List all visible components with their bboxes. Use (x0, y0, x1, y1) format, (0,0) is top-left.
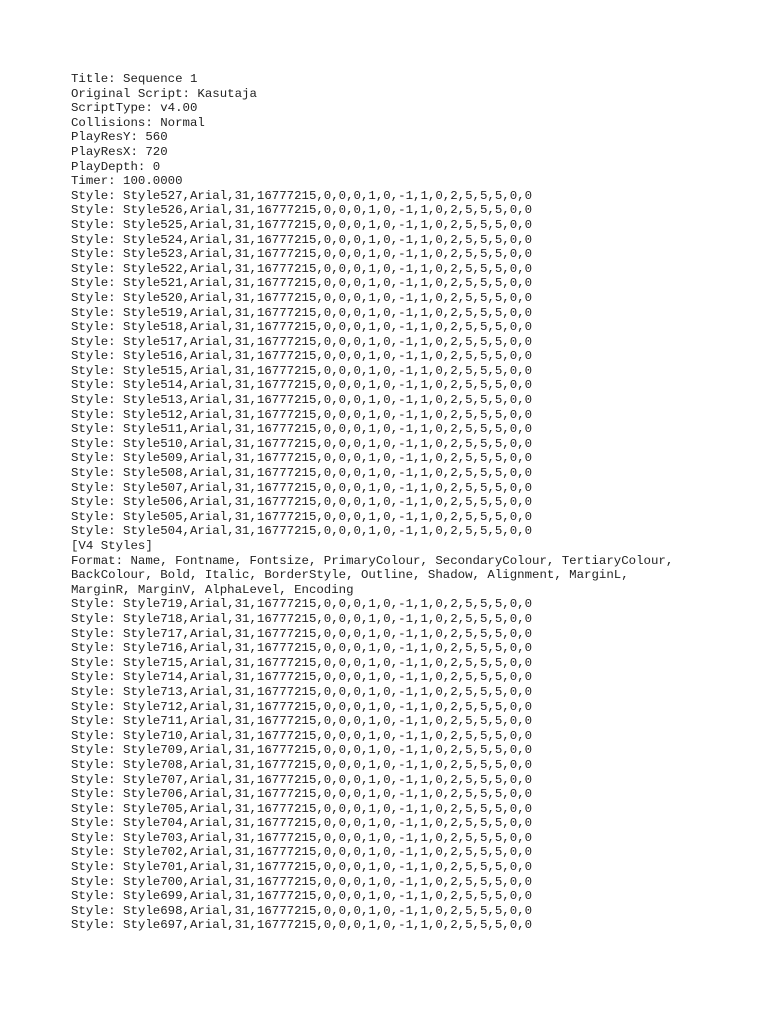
style-line: Style: Style525,Arial,31,16777215,0,0,0,1,0,-1,1,0,2,5,5,5,0,0 (71, 217, 533, 232)
style-line: Style: Style508,Arial,31,16777215,0,0,0,1,0,-1,1,0,2,5,5,5,0,0 (71, 466, 533, 481)
header-line: PlayResX: 720 (71, 144, 168, 159)
style-line: Style: Style718,Arial,31,16777215,0,0,0,1,0,-1,1,0,2,5,5,5,0,0 (71, 611, 533, 626)
header-line: Original Script: Kasutaja (71, 86, 257, 101)
style-line: Style: Style709,Arial,31,16777215,0,0,0,1,0,-1,1,0,2,5,5,5,0,0 (71, 743, 533, 758)
style-line: Style: Style526,Arial,31,16777215,0,0,0,1,0,-1,1,0,2,5,5,5,0,0 (71, 203, 533, 218)
header-line: Collisions: Normal (71, 115, 205, 130)
style-line: Style: Style706,Arial,31,16777215,0,0,0,1,0,-1,1,0,2,5,5,5,0,0 (71, 787, 533, 802)
style-line: Style: Style704,Arial,31,16777215,0,0,0,1,0,-1,1,0,2,5,5,5,0,0 (71, 816, 533, 831)
style-list-b (71, 597, 751, 933)
style-line: Style: Style518,Arial,31,16777215,0,0,0,1,0,-1,1,0,2,5,5,5,0,0 (71, 320, 533, 335)
style-line: Style: Style514,Arial,31,16777215,0,0,0,1,0,-1,1,0,2,5,5,5,0,0 (71, 378, 533, 393)
style-line: Style: Style698,Arial,31,16777215,0,0,0,1,0,-1,1,0,2,5,5,5,0,0 (71, 903, 533, 918)
style-line: Style: Style713,Arial,31,16777215,0,0,0,1,0,-1,1,0,2,5,5,5,0,0 (71, 684, 533, 699)
style-line: Style: Style519,Arial,31,16777215,0,0,0,1,0,-1,1,0,2,5,5,5,0,0 (71, 305, 533, 320)
style-line: Style: Style699,Arial,31,16777215,0,0,0,1,0,-1,1,0,2,5,5,5,0,0 (71, 889, 533, 904)
style-line: Style: Style710,Arial,31,16777215,0,0,0,1,0,-1,1,0,2,5,5,5,0,0 (71, 728, 533, 743)
script-info-header (71, 72, 751, 189)
style-line: Style: Style504,Arial,31,16777215,0,0,0,1,0,-1,1,0,2,5,5,5,0,0 (71, 524, 533, 539)
format-definition (71, 554, 751, 598)
style-line: Style: Style700,Arial,31,16777215,0,0,0,1,0,-1,1,0,2,5,5,5,0,0 (71, 874, 533, 889)
style-line: Style: Style717,Arial,31,16777215,0,0,0,1,0,-1,1,0,2,5,5,5,0,0 (71, 626, 533, 641)
style-line: Style: Style520,Arial,31,16777215,0,0,0,1,0,-1,1,0,2,5,5,5,0,0 (71, 290, 533, 305)
header-line: Timer: 100.0000 (71, 174, 183, 189)
style-line: Style: Style506,Arial,31,16777215,0,0,0,1,0,-1,1,0,2,5,5,5,0,0 (71, 495, 533, 510)
style-line: Style: Style708,Arial,31,16777215,0,0,0,1,0,-1,1,0,2,5,5,5,0,0 (71, 757, 533, 772)
style-line: Style: Style711,Arial,31,16777215,0,0,0,1,0,-1,1,0,2,5,5,5,0,0 (71, 714, 533, 729)
format-line: MarginR, MarginV, AlphaLevel, Encoding (71, 582, 354, 597)
style-line: Style: Style510,Arial,31,16777215,0,0,0,1,0,-1,1,0,2,5,5,5,0,0 (71, 436, 533, 451)
style-line: Style: Style505,Arial,31,16777215,0,0,0,1,0,-1,1,0,2,5,5,5,0,0 (71, 509, 533, 524)
header-line: ScriptType: v4.00 (71, 101, 198, 116)
style-line: Style: Style517,Arial,31,16777215,0,0,0,1,0,-1,1,0,2,5,5,5,0,0 (71, 334, 533, 349)
style-line: Style: Style712,Arial,31,16777215,0,0,0,1,0,-1,1,0,2,5,5,5,0,0 (71, 699, 533, 714)
document-page (71, 72, 751, 933)
style-list-a (71, 189, 751, 539)
format-line: Format: Name, Fontname, Fontsize, PrimaryColour, SecondaryColour, TertiaryColour, (71, 553, 674, 568)
format-line: BackColour, Bold, Italic, BorderStyle, Outline, Shadow, Alignment, MarginL, (71, 568, 629, 583)
style-line: Style: Style701,Arial,31,16777215,0,0,0,1,0,-1,1,0,2,5,5,5,0,0 (71, 860, 533, 875)
style-line: Style: Style703,Arial,31,16777215,0,0,0,1,0,-1,1,0,2,5,5,5,0,0 (71, 830, 533, 845)
style-line: Style: Style512,Arial,31,16777215,0,0,0,1,0,-1,1,0,2,5,5,5,0,0 (71, 407, 533, 422)
style-line: Style: Style707,Arial,31,16777215,0,0,0,1,0,-1,1,0,2,5,5,5,0,0 (71, 772, 533, 787)
style-line: Style: Style521,Arial,31,16777215,0,0,0,1,0,-1,1,0,2,5,5,5,0,0 (71, 276, 533, 291)
style-line: Style: Style715,Arial,31,16777215,0,0,0,1,0,-1,1,0,2,5,5,5,0,0 (71, 655, 533, 670)
style-line: Style: Style714,Arial,31,16777215,0,0,0,1,0,-1,1,0,2,5,5,5,0,0 (71, 670, 533, 685)
header-line: Title: Sequence 1 (71, 72, 198, 86)
style-line: Style: Style716,Arial,31,16777215,0,0,0,1,0,-1,1,0,2,5,5,5,0,0 (71, 641, 533, 656)
style-line: Style: Style513,Arial,31,16777215,0,0,0,1,0,-1,1,0,2,5,5,5,0,0 (71, 393, 533, 408)
style-line: Style: Style527,Arial,31,16777215,0,0,0,1,0,-1,1,0,2,5,5,5,0,0 (71, 188, 533, 203)
style-line: Style: Style522,Arial,31,16777215,0,0,0,1,0,-1,1,0,2,5,5,5,0,0 (71, 261, 533, 276)
style-line: Style: Style511,Arial,31,16777215,0,0,0,1,0,-1,1,0,2,5,5,5,0,0 (71, 422, 533, 437)
header-line: PlayResY: 560 (71, 130, 168, 145)
style-line: Style: Style515,Arial,31,16777215,0,0,0,1,0,-1,1,0,2,5,5,5,0,0 (71, 363, 533, 378)
style-line: Style: Style507,Arial,31,16777215,0,0,0,1,0,-1,1,0,2,5,5,5,0,0 (71, 480, 533, 495)
style-line: Style: Style524,Arial,31,16777215,0,0,0,1,0,-1,1,0,2,5,5,5,0,0 (71, 232, 533, 247)
style-line: Style: Style702,Arial,31,16777215,0,0,0,1,0,-1,1,0,2,5,5,5,0,0 (71, 845, 533, 860)
section-heading: [V4 Styles] (71, 539, 153, 553)
style-line: Style: Style516,Arial,31,16777215,0,0,0,1,0,-1,1,0,2,5,5,5,0,0 (71, 349, 533, 364)
style-line: Style: Style705,Arial,31,16777215,0,0,0,1,0,-1,1,0,2,5,5,5,0,0 (71, 801, 533, 816)
style-line: Style: Style523,Arial,31,16777215,0,0,0,1,0,-1,1,0,2,5,5,5,0,0 (71, 247, 533, 262)
style-line: Style: Style719,Arial,31,16777215,0,0,0,1,0,-1,1,0,2,5,5,5,0,0 (71, 597, 533, 612)
header-line: PlayDepth: 0 (71, 159, 161, 174)
style-line: Style: Style509,Arial,31,16777215,0,0,0,1,0,-1,1,0,2,5,5,5,0,0 (71, 451, 533, 466)
style-line: Style: Style697,Arial,31,16777215,0,0,0,1,0,-1,1,0,2,5,5,5,0,0 (71, 918, 533, 933)
